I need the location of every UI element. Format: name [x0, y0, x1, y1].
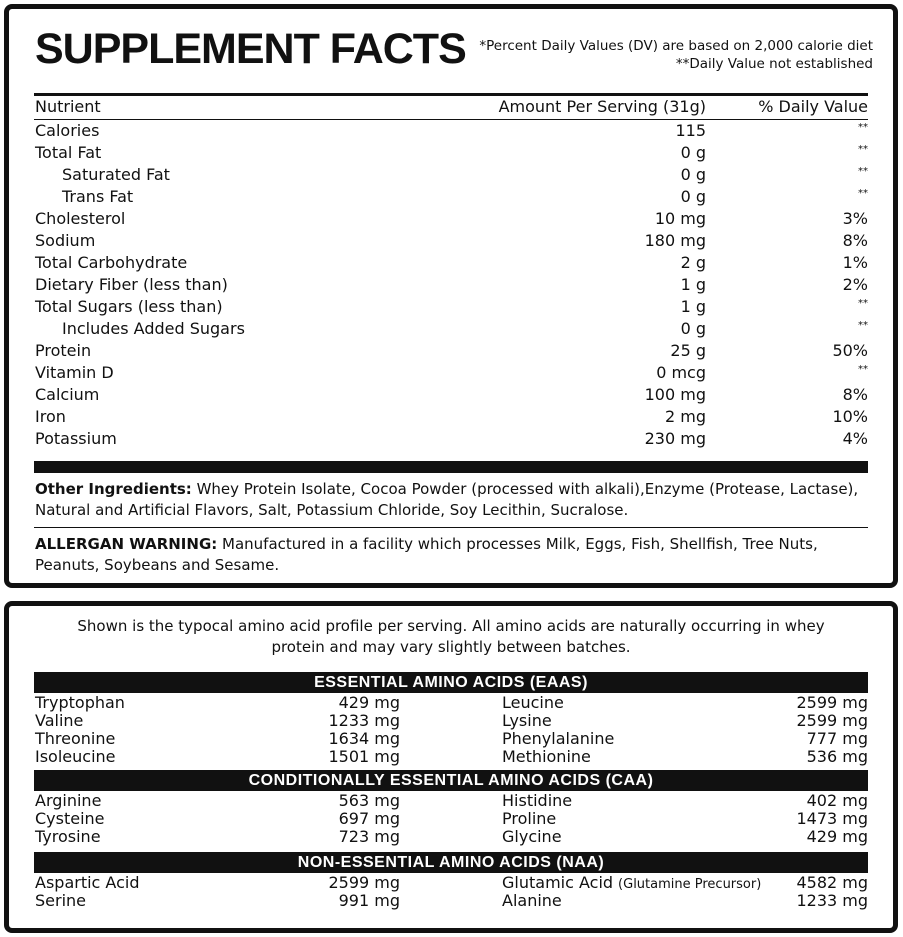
- nutrient-daily-value: **: [858, 122, 868, 133]
- amino-amount: 697 mg: [338, 809, 400, 828]
- nutrient-name: Dietary Fiber (less than): [35, 275, 228, 294]
- nutrient-daily-value: 2%: [842, 275, 868, 294]
- amino-section-header: ESSENTIAL AMINO ACIDS (EAAS): [34, 672, 868, 693]
- nutrient-name: Protein: [35, 341, 92, 360]
- amino-name: Lysine: [502, 711, 552, 730]
- table-row: [34, 362, 868, 384]
- amino-intro: Shown is the typocal amino acid profile per serving. All amino acids are naturally occurring in whey protein and may vary slightly between batches.: [77, 617, 825, 656]
- amino-section-header: CONDITIONALLY ESSENTIAL AMINO ACIDS (CAA): [34, 770, 868, 791]
- nutrient-daily-value: **: [858, 320, 868, 331]
- amino-row: [34, 730, 868, 748]
- amino-name: Glycine: [502, 827, 562, 846]
- nutrient-name: Total Sugars (less than): [35, 297, 223, 316]
- table-row: [34, 230, 868, 252]
- amino-amount: 991 mg: [338, 891, 400, 910]
- amino-name: Leucine: [502, 693, 564, 712]
- amino-amount: 2599 mg: [796, 711, 868, 730]
- amino-name: Phenylalanine: [502, 729, 615, 748]
- table-row: [34, 142, 868, 164]
- dv-note-line-2: **Daily Value not established: [675, 56, 873, 72]
- nutrient-daily-value: 8%: [842, 385, 868, 404]
- amino-row: [34, 892, 868, 910]
- amino-row: [34, 828, 868, 846]
- amino-name: Threonine: [35, 729, 116, 748]
- nutrient-amount: 0 g: [680, 143, 706, 162]
- nutrient-amount: 115: [675, 121, 706, 140]
- nutrient-amount: 1 g: [680, 297, 706, 316]
- nutrient-amount: 230 mg: [644, 429, 706, 448]
- nutrient-amount: 180 mg: [644, 231, 706, 250]
- amino-section-rows: [34, 874, 868, 910]
- daily-value-notes: [479, 37, 873, 73]
- supplement-facts-panel: [4, 4, 898, 588]
- nutrient-daily-value: 1%: [842, 253, 868, 272]
- header-daily-value: % Daily Value: [758, 97, 868, 116]
- amino-name: Serine: [35, 891, 87, 910]
- amino-name: Alanine: [502, 891, 562, 910]
- table-row: [34, 318, 868, 340]
- amino-amount: 429 mg: [806, 827, 868, 846]
- nutrient-amount: 25 g: [670, 341, 706, 360]
- table-row: [34, 406, 868, 428]
- other-ingredients: [35, 479, 869, 521]
- amino-amount: 2599 mg: [796, 693, 868, 712]
- nutrient-amount: 0 g: [680, 165, 706, 184]
- amino-amount: 1501 mg: [328, 747, 400, 766]
- amino-name: Aspartic Acid: [35, 873, 140, 892]
- nutrient-amount: 100 mg: [644, 385, 706, 404]
- amino-amount: 4582 mg: [796, 873, 868, 892]
- amino-amount: 1233 mg: [328, 711, 400, 730]
- nutrient-name: Saturated Fat: [62, 165, 170, 184]
- nutrient-daily-value: 8%: [842, 231, 868, 250]
- amino-name: Tryptophan: [35, 693, 125, 712]
- header-nutrient: Nutrient: [35, 97, 101, 116]
- nutrient-daily-value: **: [858, 144, 868, 155]
- table-row: [34, 384, 868, 406]
- nutrient-name: Calcium: [35, 385, 100, 404]
- amino-amount: 1634 mg: [328, 729, 400, 748]
- amino-name: Valine: [35, 711, 84, 730]
- nutrient-daily-value: **: [858, 298, 868, 309]
- amino-row: [34, 792, 868, 810]
- nutrient-amount: 2 mg: [664, 407, 706, 426]
- amino-row: [34, 694, 868, 712]
- amino-acid-panel: [4, 601, 898, 933]
- nutrient-name: Total Carbohydrate: [35, 253, 188, 272]
- amino-name: Glutamic Acid: [502, 873, 614, 892]
- nutrient-name: Includes Added Sugars: [62, 319, 245, 338]
- nutrient-daily-value: 50%: [832, 341, 868, 360]
- nutrient-name: Calories: [35, 121, 100, 140]
- amino-name: Arginine: [35, 791, 102, 810]
- allergen-warning: [35, 534, 869, 576]
- page-title: SUPPLEMENT FACTS: [35, 25, 466, 73]
- table-row: [34, 428, 868, 450]
- nutrient-name: Potassium: [35, 429, 117, 448]
- header-amount: Amount Per Serving (31g): [498, 97, 706, 116]
- amino-name: Histidine: [502, 791, 573, 810]
- nutrient-daily-value: 3%: [842, 209, 868, 228]
- nutrient-amount: 1 g: [680, 275, 706, 294]
- table-row: [34, 340, 868, 362]
- nutrient-name: Trans Fat: [62, 187, 134, 206]
- nutrient-amount: 0 g: [680, 187, 706, 206]
- nutrient-amount: 0 g: [680, 319, 706, 338]
- amino-row: [34, 874, 868, 892]
- amino-name: Proline: [502, 809, 557, 828]
- amino-amount: 1233 mg: [796, 891, 868, 910]
- amino-amount: 536 mg: [806, 747, 868, 766]
- amino-amount: 402 mg: [806, 791, 868, 810]
- allergen-text: Manufactured in a facility which processes Milk, Eggs, Fish, Shellfish, Tree Nuts, Peanuts, Soybeans and Sesame.: [35, 535, 818, 574]
- nutrient-daily-value: 10%: [832, 407, 868, 426]
- thick-rule: [34, 461, 868, 473]
- nutrient-amount: 2 g: [680, 253, 706, 272]
- table-row: [34, 252, 868, 274]
- nutrient-name: Iron: [35, 407, 66, 426]
- amino-section-rows: [34, 792, 868, 846]
- other-ingredients-text: Whey Protein Isolate, Cocoa Powder (processed with alkali),Enzyme (Protease, Lactase), Natural and Artificial Flavors, Salt, Potassium Chloride, Soy Lecithin, Sucralose.: [35, 480, 859, 519]
- amino-name: Isoleucine: [35, 747, 116, 766]
- amino-section-rows: [34, 694, 868, 766]
- table-row: [34, 120, 868, 142]
- dv-note-line-1: *Percent Daily Values (DV) are based on 2,000 calorie diet: [479, 38, 873, 54]
- nutrient-amount: 10 mg: [654, 209, 706, 228]
- table-row: [34, 208, 868, 230]
- amino-row: [34, 810, 868, 828]
- table-row: [34, 164, 868, 186]
- amino-amount: 777 mg: [806, 729, 868, 748]
- amino-amount: 429 mg: [338, 693, 400, 712]
- amino-name: Tyrosine: [35, 827, 101, 846]
- table-row: [34, 274, 868, 296]
- other-ingredients-label: Other Ingredients:: [35, 480, 192, 498]
- nutrient-table: [34, 95, 868, 450]
- amino-name: Cysteine: [35, 809, 105, 828]
- table-row: [34, 186, 868, 208]
- amino-amount: 563 mg: [338, 791, 400, 810]
- nutrient-daily-value: **: [858, 364, 868, 375]
- amino-amount: 1473 mg: [796, 809, 868, 828]
- nutrient-amount: 0 mcg: [656, 363, 706, 382]
- nutrient-daily-value: **: [858, 166, 868, 177]
- nutrient-rows: [34, 120, 868, 450]
- amino-amount: 2599 mg: [328, 873, 400, 892]
- table-row: [34, 296, 868, 318]
- amino-name: Methionine: [502, 747, 591, 766]
- nutrient-daily-value: **: [858, 188, 868, 199]
- nutrient-name: Vitamin D: [35, 363, 114, 382]
- amino-section-header: NON-ESSENTIAL AMINO ACIDS (NAA): [34, 852, 868, 873]
- amino-name-note: (Glutamine Precursor): [618, 877, 762, 892]
- amino-amount: 723 mg: [338, 827, 400, 846]
- table-header-row: [34, 95, 868, 119]
- nutrient-daily-value: 4%: [842, 429, 868, 448]
- nutrient-name: Sodium: [35, 231, 96, 250]
- nutrient-name: Cholesterol: [35, 209, 126, 228]
- nutrient-name: Total Fat: [35, 143, 102, 162]
- amino-row: [34, 748, 868, 766]
- ingredients-rule: [34, 527, 868, 528]
- amino-row: [34, 712, 868, 730]
- allergen-label: ALLERGAN WARNING:: [35, 535, 218, 553]
